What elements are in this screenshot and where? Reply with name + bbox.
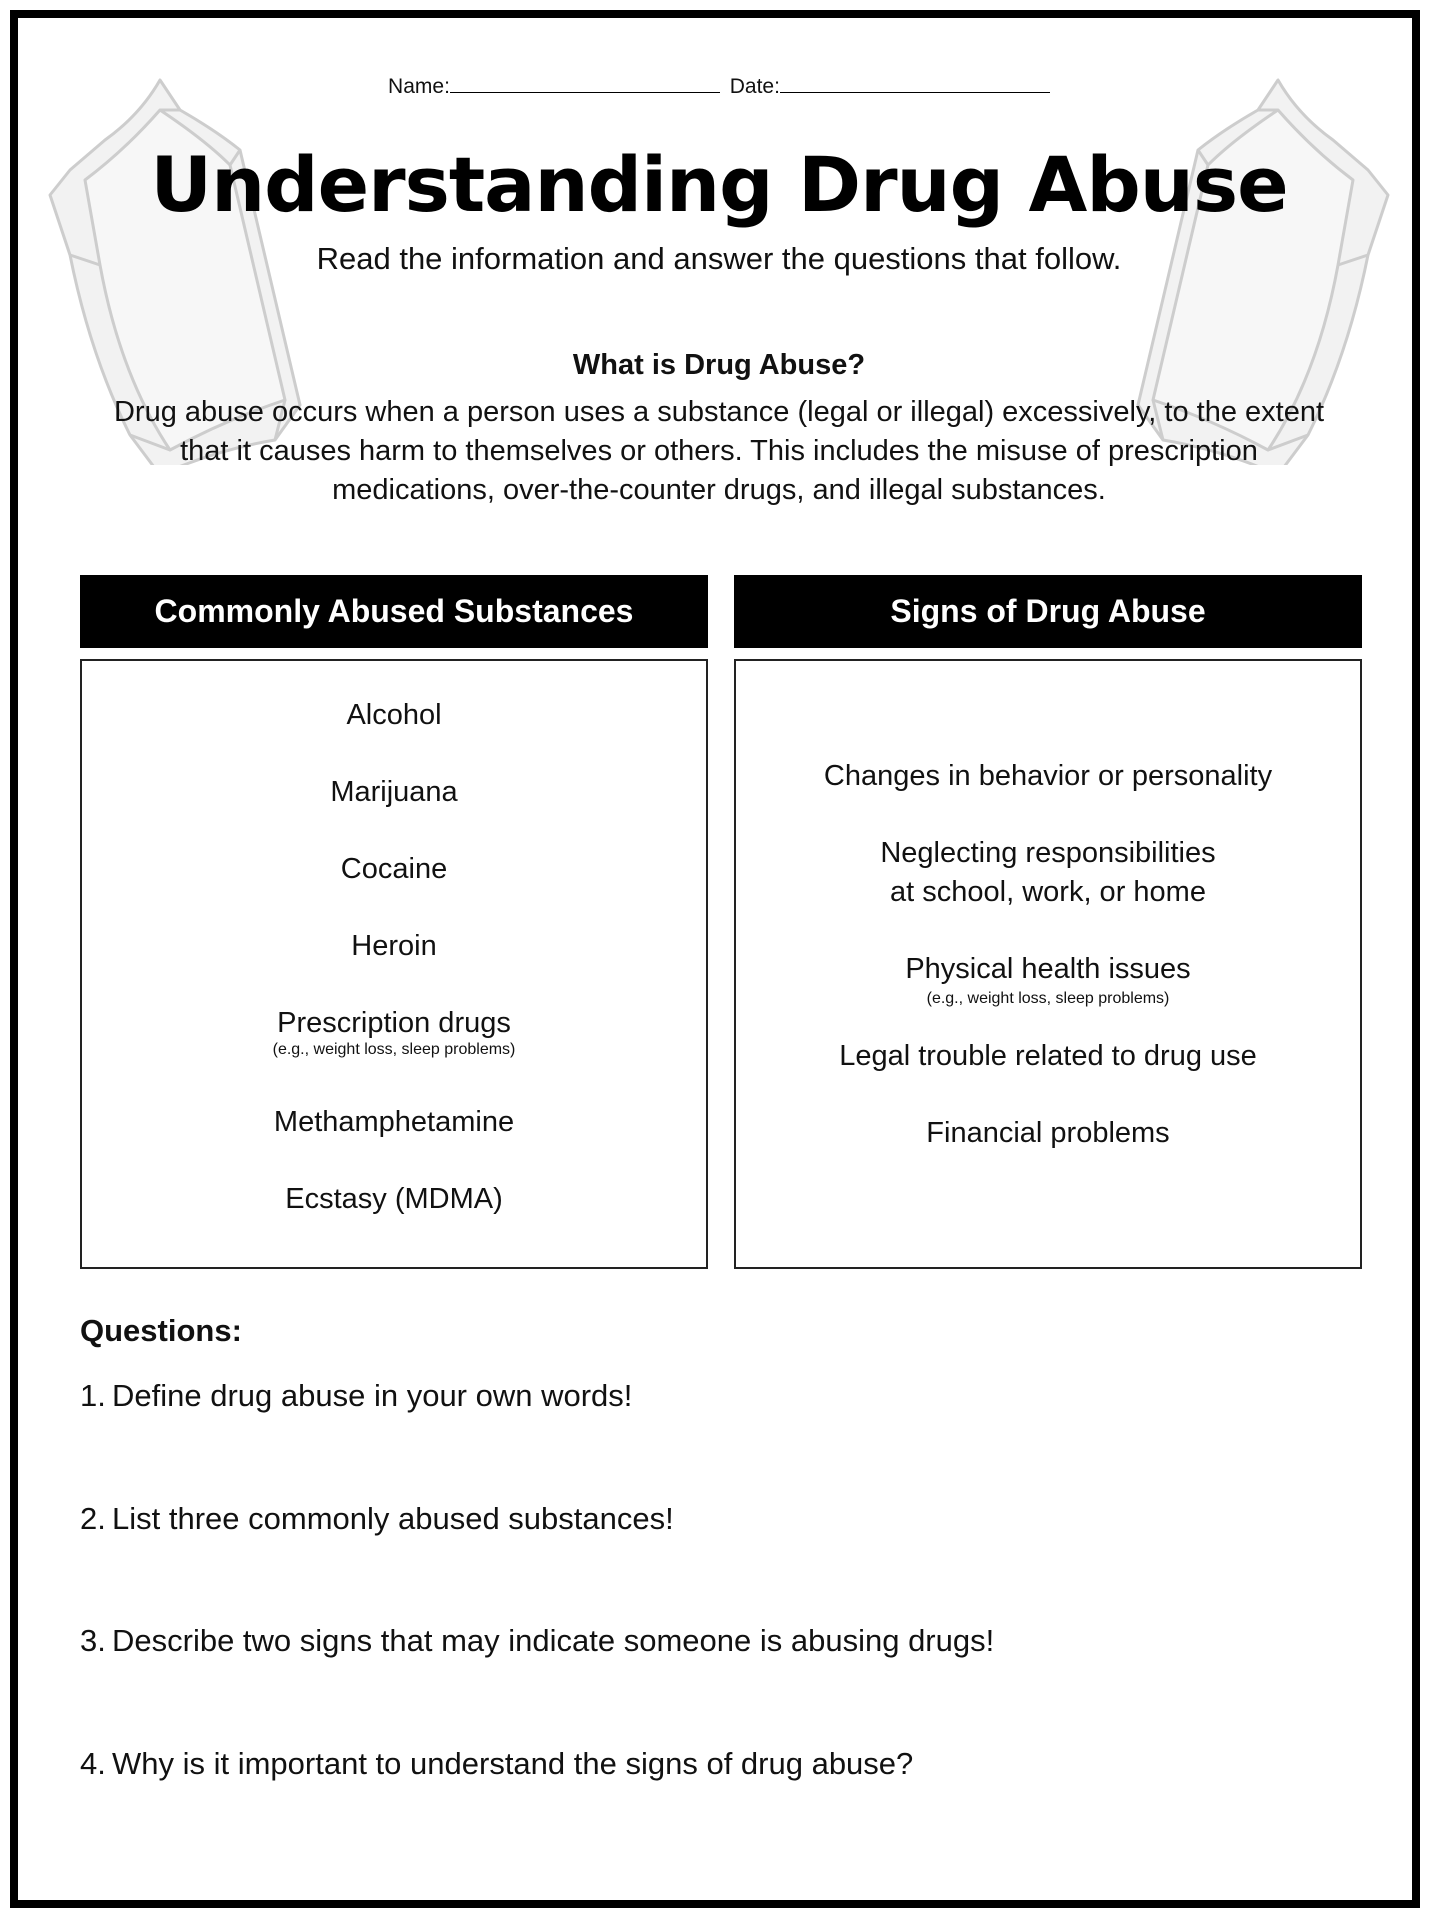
date-label: Date: <box>729 75 780 98</box>
list-item: Changes in behavior or personality <box>823 760 1273 792</box>
section-body: Drug abuse occurs when a person uses a substance (legal or illegal) excessively, to the extent that it causes harm to themselves or others. This includes the misuse of prescription medications, over-the-counter drugs, and illegal substances. <box>113 396 1325 506</box>
list-item: Prescription drugs (e.g., weight loss, sleep problems) <box>82 1007 706 1106</box>
list-item: Ecstasy (MDMA) <box>285 1183 503 1215</box>
item-note: (e.g., weight loss, sleep problems) <box>272 1041 516 1058</box>
substances-header: Commonly Abused Substances <box>80 575 708 648</box>
list-item: Legal trouble related to drug use <box>839 1040 1257 1072</box>
signs-list <box>736 661 1360 1153</box>
signs-box <box>734 659 1362 1269</box>
item-note: (e.g., weight loss, sleep problems) <box>926 990 1170 1007</box>
name-field[interactable] <box>450 74 720 93</box>
name-label: Name: <box>388 75 450 98</box>
section-heading: What is Drug Abuse? <box>572 349 866 381</box>
question-item: 1. Define drug abuse in your own words! <box>80 1378 633 1413</box>
list-item: Heroin <box>351 930 437 962</box>
list-item: Cocaine <box>340 853 448 885</box>
questions-heading: Questions: <box>80 1313 242 1348</box>
question-item: 3. Describe two signs that may indicate someone is abusing drugs! <box>80 1623 995 1658</box>
questions-list <box>80 1378 994 1868</box>
signs-header: Signs of Drug Abuse <box>734 575 1362 648</box>
substances-box <box>80 659 708 1269</box>
name-date-line <box>0 74 1438 99</box>
substances-list <box>82 661 706 1260</box>
page-title: Understanding Drug Abuse <box>150 140 1288 229</box>
date-field[interactable] <box>780 74 1050 93</box>
list-item: Alcohol <box>346 699 442 731</box>
list-item: Neglecting responsibilities at school, work, or home <box>880 837 1216 908</box>
list-item: Physical health issues (e.g., weight loss, sleep problems) <box>736 950 1360 1007</box>
question-item: 4. Why is it important to understand the signs of drug abuse? <box>80 1745 914 1781</box>
list-item: Methamphetamine <box>273 1106 515 1138</box>
list-item: Financial problems <box>926 1117 1170 1149</box>
page-subtitle: Read the information and answer the questions that follow. <box>316 241 1122 276</box>
list-item: Marijuana <box>330 776 458 808</box>
question-item: 2. List three commonly abused substances! <box>80 1500 674 1536</box>
